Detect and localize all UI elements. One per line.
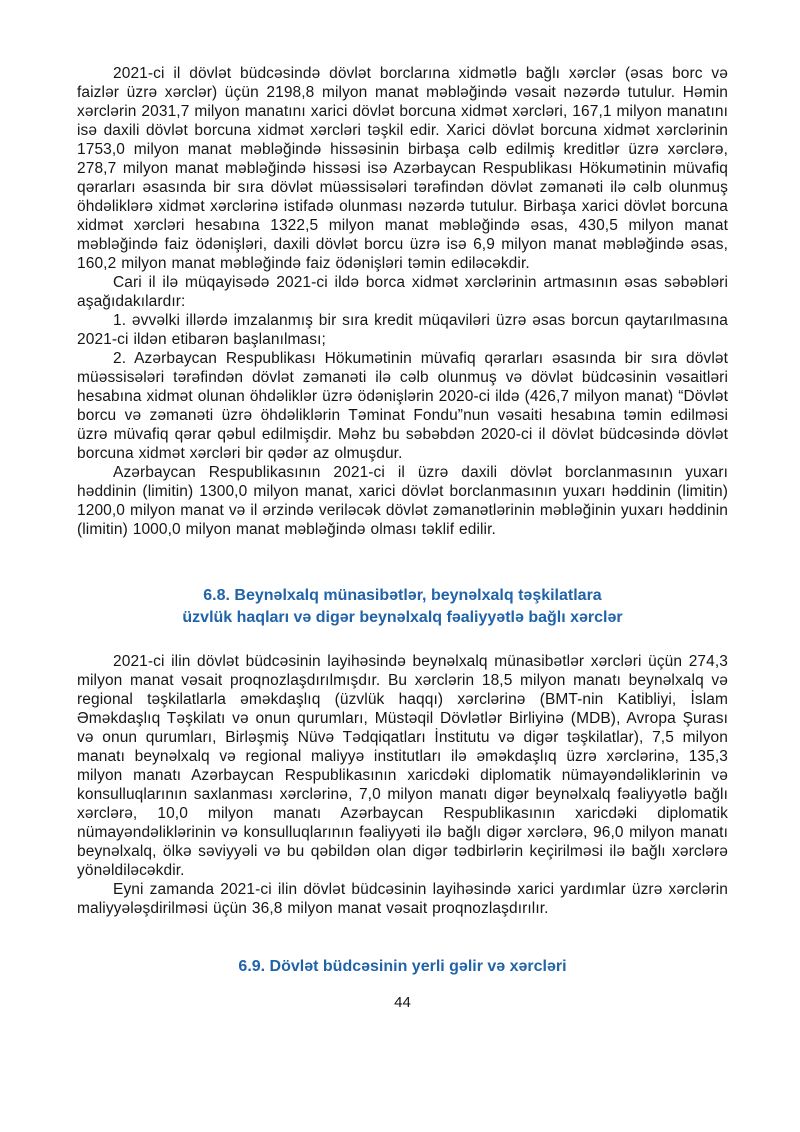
section-6-8-heading-line2: üzvlük haqları və digər beynəlxalq fəaliyyətlə bağlı xərclər: [182, 609, 623, 626]
paragraph-borrowing-limits: Azərbaycan Respublikasının 2021-ci il üzrə daxili dövlət borclanmasının yuxarı həddinin (limitin) 1300,0 milyon manat, xarici dövlət borclanmasının yuxarı həddinin (limitin) 1200,0 milyon manat və il ərzində veriləcək dövlət zəmanətlərinin məbləğinin yuxarı həddinin (limitin) 1000,0 milyon manat məbləğində olması təklif edilir.: [77, 464, 728, 538]
paragraph-international-expenses: 2021-ci ilin dövlət büdcəsinin layihəsində beynəlxalq münasibətlər xərcləri üçün 274,3 milyon manat vəsait proqnozlaşdırılmışdır. Bu xərclərin 18,5 milyon manatı beynəlxalq və regional təşkilatlarla əməkdaşlıq (üzvlük haqqı) xərclərinə (BMT-nin Katibliyi, İslam Əməkdaşlıq Təşkilatı və onun qurumları, Müstəqil Dövlətlər Birliyinə (MDB), Avropa Şurası və onun qurumları, Birləşmiş Nüvə Tədqiqatları İnstitutu və digər təşkilatlar), 7,5 milyon manatı beynəlxalq və regional maliyyə institutları ilə əməkdaşlıq üzrə xərclərinə, 135,3 milyon manatı Azərbaycan Respublikasının xaricdəki diplomatik nümayəndəliklərinin və konsulluqlarının saxlanması xərclərinə, 7,0 milyon manatı digər beynəlxalq fəaliyyətlə bağlı xərclərə, 10,0 milyon manatı Azərbaycan Respublikasının xaricdəki diplomatik nümayəndəliklərinin və konsulluqlarının fəaliyyəti ilə bağlı digər xərclərə, 96,0 milyon manatı beynəlxalq, ölkə səviyyəli və bu qəbildən olan digər tədbirlərin keçirilməsi ilə bağlı xərclərə yönəldiləcəkdir.: [77, 653, 728, 879]
section-6-9-heading: [77, 956, 728, 978]
page-number: 44: [394, 994, 411, 1011]
paragraph-debt-service-overview: 2021-ci il dövlət büdcəsində dövlət borclarına xidmətlə bağlı xərclər (əsas borc və faizlər üzrə xərclər) üçün 2198,8 milyon manat məbləğində vəsait nəzərdə tutulur. Həmin xərclərin 2031,7 milyon manatını xarici dövlət borcuna xidmət xərcləri, 167,1 milyon manatını isə daxili dövlət borcuna xidmət xərcləri təşkil edir. Xarici dövlət borcuna xidmət xərclərinin 1753,0 milyon manat məbləğində hissəsinin birbaşa cəlb edilmiş kreditlər üzrə xərclərə, 278,7 milyon manat məbləğində hissəsi isə Azərbaycan Respublikası Hökumətinin müvafiq qərarları əsasında bir sıra dövlət müəssisələri tərəfindən dövlət zəmanəti ilə cəlb olunmuş öhdəliklərə xidmət xərclərinə istifadə olunması nəzərdə tutulur. Birbaşa xarici dövlət borcuna xidmət xərcləri hesabına 1322,5 milyon manat məbləğində əsas, 430,5 milyon manat məbləğində faiz ödənişləri, daxili dövlət borcu üzrə isə 6,9 milyon manat məbləğində əsas, 160,2 milyon manat məbləğində faiz ödənişləri təmin ediləcəkdir.: [77, 65, 728, 272]
paragraph-reason-1: 1. əvvəlki illərdə imzalanmış bir sıra kredit müqaviləri üzrə əsas borcun qaytarılmasına 2021-ci ildən etibarən başlanılması;: [77, 312, 728, 348]
paragraph-reasons-intro: Cari il ilə müqayisədə 2021-ci ildə borca xidmət xərclərinin artmasının əsas səbəbləri aşağıdakılardır:: [77, 274, 728, 310]
section-6-8-heading: [77, 585, 728, 629]
paragraph-foreign-aid: Eyni zamanda 2021-ci ilin dövlət büdcəsinin layihəsində xarici yardımlar üzrə xərclərin maliyyələşdirilməsi üçün 36,8 milyon manat vəsait proqnozlaşdırılır.: [77, 881, 728, 917]
section-6-8-heading-line1: 6.8. Beynəlxalq münasibətlər, beynəlxalq təşkilatlara: [203, 587, 602, 604]
paragraph-reason-2: 2. Azərbaycan Respublikası Hökumətinin müvafiq qərarları əsasında bir sıra dövlət müəssisələri tərəfindən dövlət zəmanəti ilə cəlb olunmuş və dövlət büdcəsinin vəsaitləri hesabına xidmət olunan öhdəliklər üzrə ödənişlərin 2020-ci ildə (426,7 milyon manat) “Dövlət borcu və zəmanəti üzrə öhdəliklərin Təminat Fondu”nun vəsaiti hesabına təmin edilməsi üzrə müvafiq qərar qəbul edilmişdir. Məhz bu səbəbdən 2020-ci il dövlət büdcəsində dövlət borcuna xidmət xərcləri bir qədər az olmuşdur.: [77, 350, 728, 462]
section-6-9-heading-line1: 6.9. Dövlət büdcəsinin yerli gəlir və xərcləri: [238, 958, 567, 975]
